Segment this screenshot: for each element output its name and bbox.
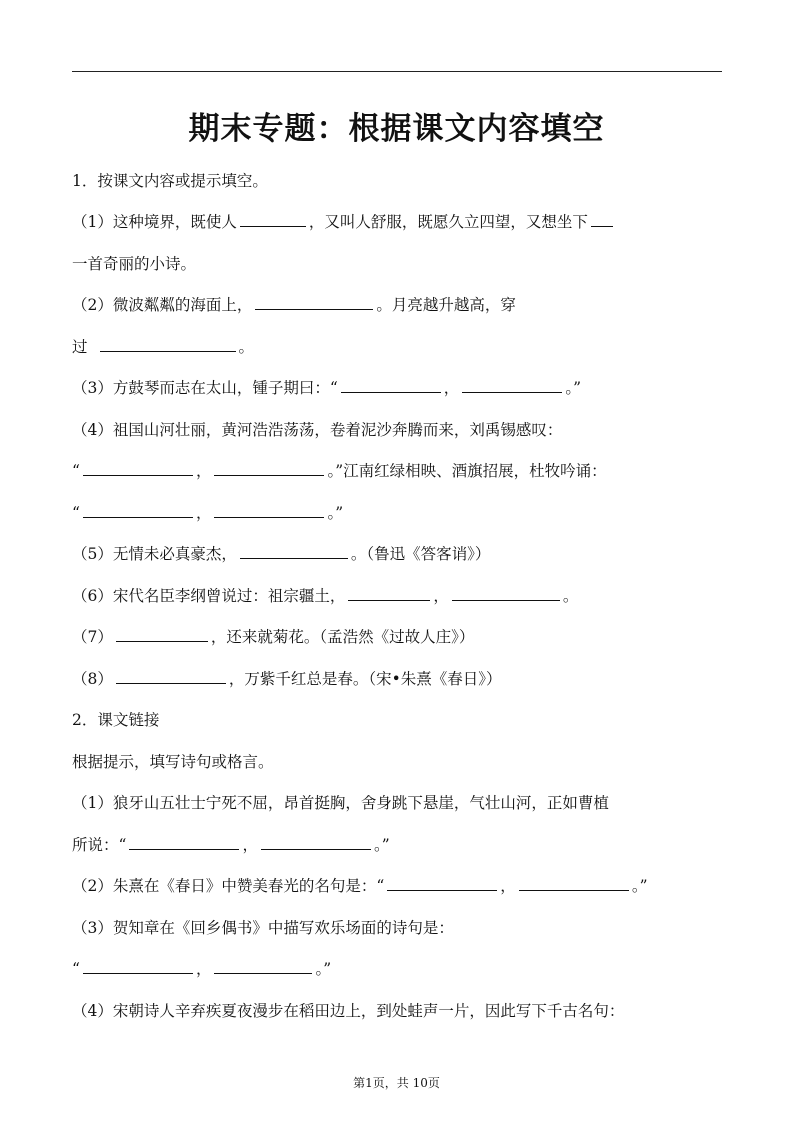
question-1-7: （7） ，还来就菊花。（孟浩然《过故人庄》） [72,628,475,646]
answer-blank[interactable] [387,875,497,891]
question-1-5: （5）无情未必真豪杰， 。（鲁迅《答客诮》） [72,545,491,563]
answer-blank[interactable] [348,585,430,601]
answer-blank[interactable] [214,958,312,974]
question-1-3: （3）方鼓琴而志在太山，锺子期曰：“ ， 。” [72,379,581,397]
question-1-4-cont: “ ， 。”江南红绿相映、酒旗招展，杜牧吟诵： [72,462,607,480]
answer-blank[interactable] [452,585,560,601]
question-1-8: （8） ，万紫千红总是春。（宋•朱熹《春日》） [72,670,502,688]
answer-blank[interactable] [240,211,306,227]
question-2-1: （1）狼牙山五壮士宁死不屈，昂首挺胸，舍身跳下悬崖，气壮山河，正如曹植 [72,794,609,812]
answer-blank[interactable] [100,336,236,352]
question-1-1-cont: 一首奇丽的小诗。 [72,255,197,273]
question-1-2-cont: 过 。 [72,338,255,356]
answer-blank[interactable] [341,377,441,393]
answer-blank[interactable] [519,875,629,891]
answer-blank[interactable] [83,502,193,518]
section-2-heading: 2．课文链接 [72,711,160,729]
question-2-3: （3）贺知章在《回乡偶书》中描写欢乐场面的诗句是： [72,919,454,937]
page-footer: 第1页，共 10页 [353,1076,440,1090]
answer-blank[interactable] [255,294,373,310]
answer-blank[interactable] [214,502,324,518]
answer-blank[interactable] [240,543,348,559]
section-1-heading: 1．按课文内容或提示填空。 [72,172,268,190]
question-1-4-cont2: “ ， 。” [72,504,344,522]
answer-blank[interactable] [261,834,371,850]
answer-blank[interactable] [214,460,324,476]
answer-blank[interactable] [83,958,193,974]
answer-blank[interactable] [116,668,226,684]
question-1-6: （6）宋代名臣李纲曾说过：祖宗疆土， ， 。 [72,587,579,605]
question-1-2: （2）微波粼粼的海面上， 。月亮越升越高，穿 [72,296,516,314]
question-2-3-cont: “ ， 。” [72,960,332,978]
question-1-1: （1）这种境界，既使人 ，又叫人舒服，既愿久立四望，又想坐下 [72,211,727,233]
section-2-intro: 根据提示，填写诗句或格言。 [72,753,274,771]
answer-blank[interactable] [116,626,208,642]
header-rule [72,71,722,72]
answer-blank[interactable] [462,377,562,393]
question-2-2: （2）朱熹在《春日》中赞美春光的名句是：“ ， 。” [72,877,648,895]
answer-blank[interactable] [591,211,613,227]
answer-blank[interactable] [129,834,239,850]
question-2-4: （4）宋朝诗人辛弃疾夏夜漫步在稻田边上，到处蛙声一片，因此写下千古名句： [72,1002,625,1020]
page-title: 期末专题：根据课文内容填空 [188,111,605,147]
answer-blank[interactable] [83,460,193,476]
question-2-1-cont: 所说：“ ， 。” [72,836,390,854]
question-1-4: （4）祖国山河壮丽，黄河浩浩荡荡，卷着泥沙奔腾而来，刘禹锡感叹： [72,421,563,439]
